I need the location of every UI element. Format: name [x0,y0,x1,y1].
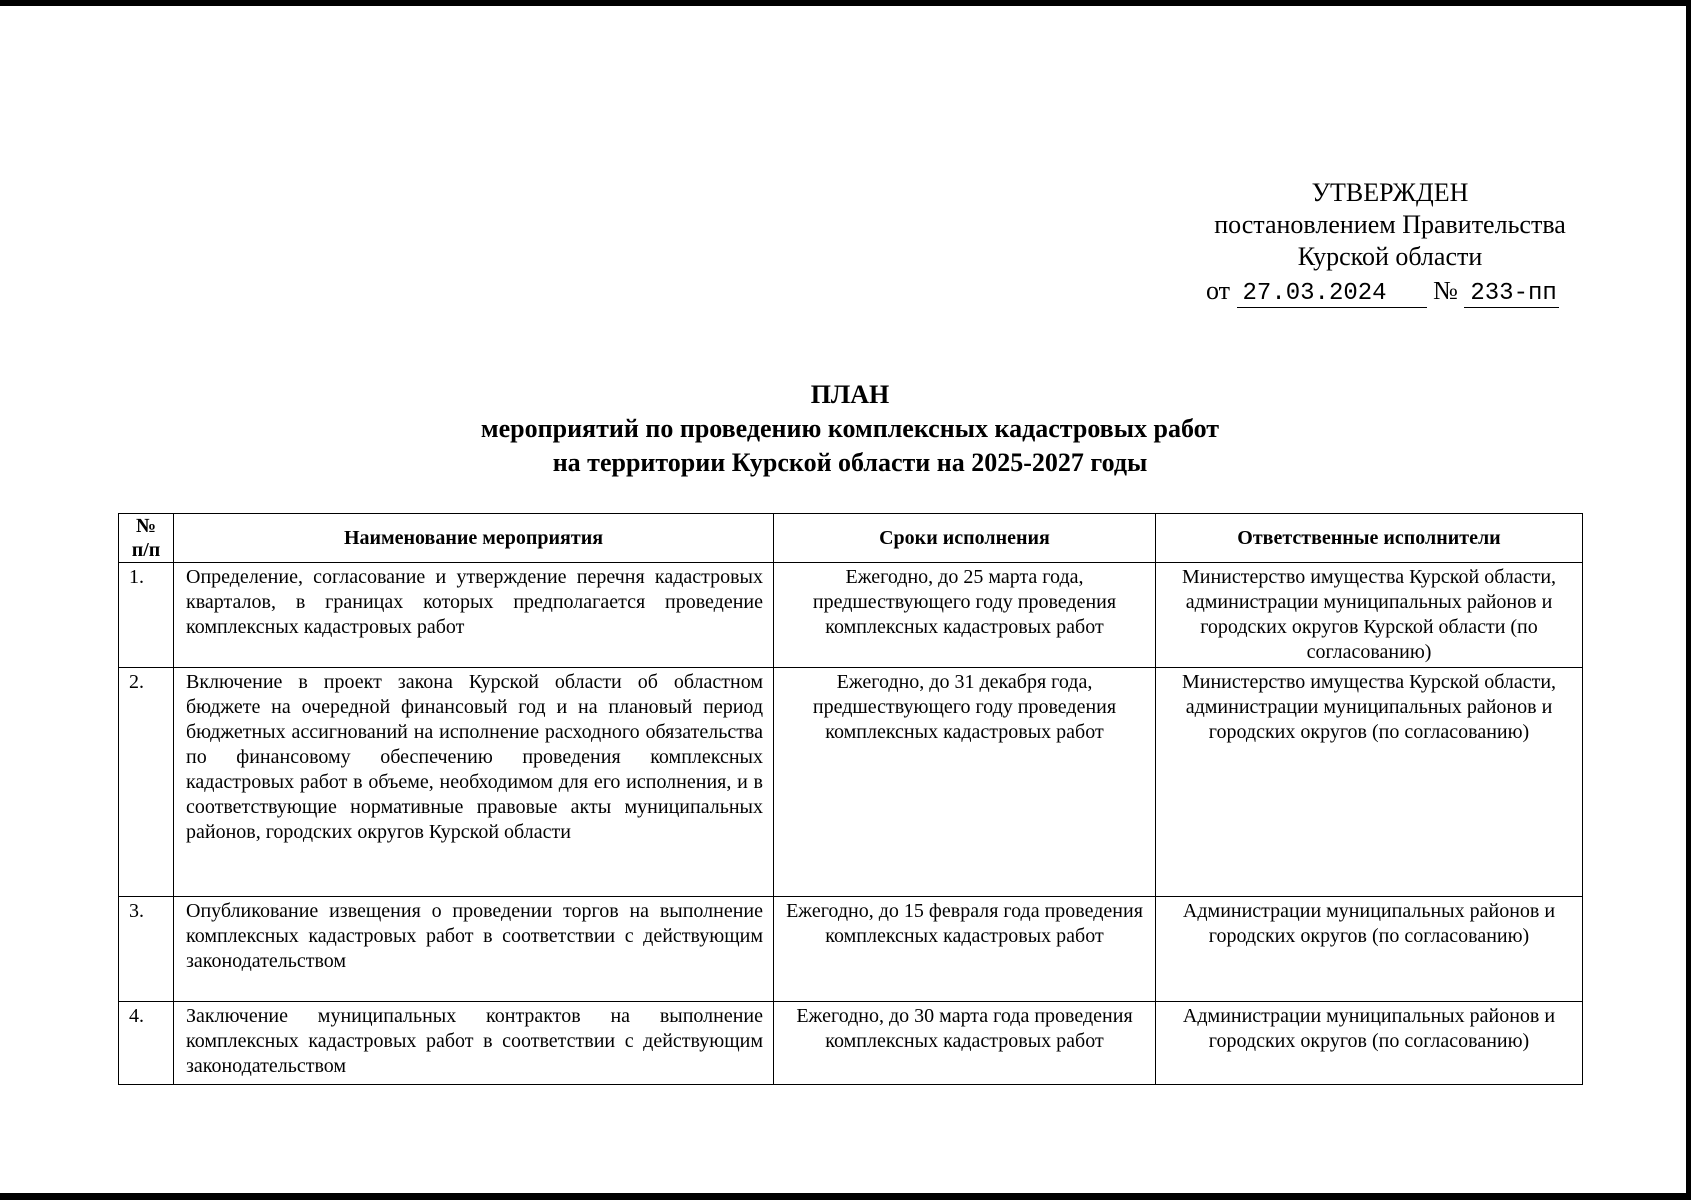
title-plan: ПЛАН [810,380,890,409]
document-title [300,378,1400,480]
date-prefix: от [1206,276,1231,305]
row-responsible: Администрации муниципальных районов и городских округов (по согласованию) [1156,1002,1583,1085]
row-deadline: Ежегодно, до 15 февраля года проведения комплексных кадастровых работ [774,897,1156,1002]
approval-date-line [1180,275,1600,308]
row-activity: Заключение муниципальных контрактов на выполнение комплексных кадастровых работ в соответствии с действующим законодательством [174,1002,774,1085]
row-number: 4. [119,1002,174,1085]
table-row [119,668,1583,897]
approval-number: 233-пп [1464,281,1558,308]
header-term: Сроки исполнения [774,514,1156,563]
scan-border-right [1686,0,1691,1200]
header-responsible: Ответственные исполнители [1156,514,1583,563]
row-responsible: Министерство имущества Курской области, администрации муниципальных районов и городских округов Курской области (по согласованию) [1156,563,1583,668]
approval-stamp-block [1180,177,1600,308]
row-activity: Опубликование извещения о проведении торгов на выполнение комплексных кадастровых работ в соответствии с действующим законодательством [174,897,774,1002]
row-number: 3. [119,897,174,1002]
table-row [119,897,1583,1002]
approval-region: Курской области [1297,242,1483,271]
row-responsible: Министерство имущества Курской области, администрации муниципальных районов и городских округов (по согласованию) [1156,668,1583,897]
title-subject: мероприятий по проведению комплексных кадастровых работ [480,414,1220,443]
row-activity: Включение в проект закона Курской области об областном бюджете на очередной финансовый год и на плановый период бюджетных ассигнований на исполнение расходного обязательства по финансовому обеспечению проведения комплексных кадастровых работ в объеме, необходимом для его исполнения, и в соответствующие нормативные правовые акты муниципальных районов, городских округов Курской области [174,668,774,897]
row-deadline: Ежегодно, до 31 декабря года, предшествующего году проведения комплексных кадастровых работ [774,668,1156,897]
row-deadline: Ежегодно, до 25 марта года, предшествующего году проведения комплексных кадастровых работ [774,563,1156,668]
row-number: 2. [119,668,174,897]
table-header-row [119,514,1583,563]
table-row [119,563,1583,668]
row-number: 1. [119,563,174,668]
approval-date: 27.03.2024 [1237,281,1427,308]
row-responsible: Администрации муниципальных районов и городских округов (по согласованию) [1156,897,1583,1002]
row-deadline: Ежегодно, до 30 марта года проведения комплексных кадастровых работ [774,1002,1156,1085]
table-row [119,1002,1583,1085]
plan-table [118,513,1583,1085]
scan-border-bottom [0,1193,1691,1200]
approval-authority: постановлением Правительства [1214,210,1566,239]
header-name: Наименование мероприятия [174,514,774,563]
scan-border-top [0,0,1691,6]
approval-heading: УТВЕРЖДЕН [1311,178,1469,207]
header-num: № п/п [119,514,174,563]
number-prefix: № [1433,276,1458,305]
title-scope: на территории Курской области на 2025-2027 годы [552,448,1148,477]
row-activity: Определение, согласование и утверждение перечня кадастровых кварталов, в границах которых предполагается проведение комплексных кадастровых работ [174,563,774,668]
